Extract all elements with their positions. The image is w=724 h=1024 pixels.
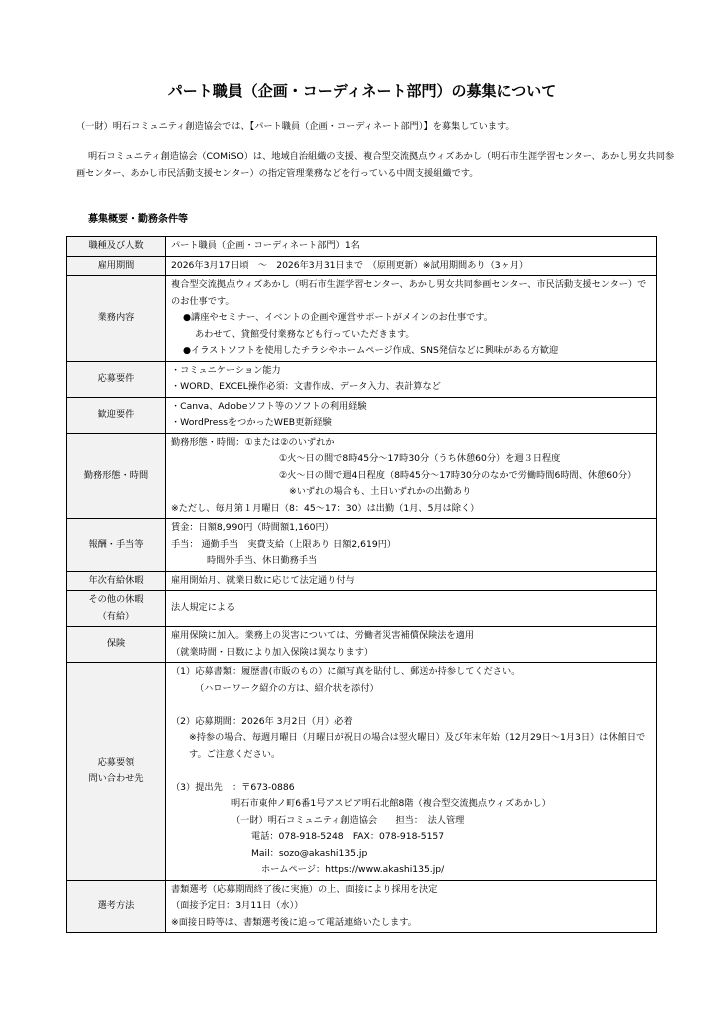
row-label xyxy=(67,591,166,627)
row-line: ・コミュニケーション能力 xyxy=(171,364,281,376)
table-row-pay xyxy=(67,519,657,572)
table-row-position xyxy=(67,237,657,257)
row-value xyxy=(166,519,657,572)
table-row-application xyxy=(67,663,657,881)
row-value xyxy=(166,397,657,433)
row-label: 勤務形態・時間 xyxy=(67,433,166,519)
row-label-line: 問い合わせ先 xyxy=(88,773,144,785)
row-label: 応募要件 xyxy=(67,361,166,397)
row-line: パート職員（企画・コーディネート部門）1名 xyxy=(171,240,360,251)
row-line: Mail：sozo@akashi135.jp xyxy=(251,847,368,859)
row-line: ※ただし、毎月第１月曜日（8：45～17：30）は出勤（1月、5月は除く） xyxy=(171,502,480,514)
table-row-insurance xyxy=(67,627,657,663)
table-row-selection xyxy=(67,880,657,933)
row-line: ※持参の場合、毎週月曜日（月曜日が祝日の場合は翌火曜日）及び年末年始（12月29日～1月3日）は休館日です。ご注意ください。 xyxy=(189,732,646,760)
row-line: ●講座やセミナー、イベントの企画や運営サポートがメインのお仕事です。 xyxy=(183,312,493,323)
row-line: 複合型交流拠点ウィズあかし（明石市生涯学習センター、あかし男女共同参画センター、市民活動支援センター）でのお仕事です。 xyxy=(171,279,647,307)
row-line: 書類選考（応募期間終了後に実施）の上、面接により採用を決定 xyxy=(171,883,438,895)
row-value xyxy=(166,276,657,362)
row-line: 勤務形態・時間：①または②のいずれか xyxy=(171,436,335,448)
allowance-prefix: 手当： xyxy=(171,538,199,550)
row-line: （ハローワーク紹介の方は、紹介状を添付） xyxy=(195,682,379,694)
row-value xyxy=(166,591,657,627)
row-value xyxy=(166,237,657,257)
row-value xyxy=(166,627,657,663)
row-value xyxy=(166,880,657,933)
row-line: 電話：078-918-5248 FAX：078-918-5157 xyxy=(251,831,445,842)
row-label: 保険 xyxy=(67,627,166,663)
row-line: ②火～日の間で週4日程度（8時45分～17時30分のなかで労働時間6時間、休憩60分） xyxy=(279,469,637,481)
table-row-requirements xyxy=(67,361,657,397)
row-label-line: その他の休暇 xyxy=(88,594,144,605)
row-line: ・WORD、EXCEL操作必須：文書作成、データ入力、表計算など xyxy=(171,381,441,392)
row-label: 年次有給休暇 xyxy=(67,571,166,591)
spacer xyxy=(171,763,651,780)
page-title: パート職員（企画・コーディネート部門）の募集について xyxy=(167,82,557,100)
row-label: 報酬・手当等 xyxy=(67,519,166,572)
spacer xyxy=(171,697,651,714)
row-line: （一財）明石コミュニティ創造協会 担当： 法人管理 xyxy=(231,814,465,826)
row-line: ※いずれの場合も、土日いずれかの出勤あり xyxy=(289,486,472,497)
row-line: 雇用保険に加入。業務上の災害については、労働者災害補償保険法を適用 xyxy=(171,630,475,641)
intro-paragraph-1: （一財）明石コミュニティ創造協会では、【パート職員（企画・コーディネート部門）】を募集しています。 xyxy=(76,121,515,132)
row-label: 職種及び人数 xyxy=(67,237,166,257)
conditions-table xyxy=(66,236,657,933)
row-line: 賃金：日額8,990円（時間額1,160円） xyxy=(171,522,334,533)
row-line: （3）提出先 ：〒673-0886 xyxy=(171,781,295,793)
row-line: ●イラストソフトを使用したチラシやホームページ作成、SNS発信などに興味がある方歓迎 xyxy=(183,345,559,356)
row-line xyxy=(171,537,651,554)
row-value xyxy=(166,571,657,591)
row-line: ホームページ：https://www.akashi135.jp/ xyxy=(261,864,445,875)
intro-paragraph-2: 明石コミュニティ創造協会（COMiSO）は、地域自治組織の支援、複合型交流拠点ウィズあかし（明石市生涯学習センター、あかし男女共同参画センター、あかし市民活動支援センター）の指定管理業務などを行っている中間支援組織です。 xyxy=(76,151,675,179)
row-value xyxy=(166,361,657,397)
row-line: 雇用開始月、就業日数に応じて法定通り付与 xyxy=(171,574,355,586)
row-line: （1）応募書類：履歴書(市販のもの）に顔写真を貼付し、郵送か持参してください。 xyxy=(171,666,521,677)
row-label xyxy=(67,663,166,881)
row-label-line: （有給） xyxy=(97,610,135,622)
row-label-line: 応募要領 xyxy=(97,756,135,768)
section-title: 募集概要・勤務条件等 xyxy=(88,214,188,225)
row-label: 業務内容 xyxy=(67,276,166,362)
row-label: 歓迎要件 xyxy=(67,397,166,433)
row-line: あわせて、貸館受付業務なども行っていただきます。 xyxy=(195,328,415,340)
row-value xyxy=(166,433,657,519)
table-row-period xyxy=(67,256,657,276)
row-line: ※面接日時等は、書類選考後に追って電話連絡いたします。 xyxy=(171,916,417,928)
row-value xyxy=(166,256,657,276)
table-row-other-leave xyxy=(67,591,657,627)
row-line: （面接予定日：3月11日（水）） xyxy=(171,900,304,911)
table-row-hours xyxy=(67,433,657,519)
row-line: 2026年3月17日頃 ～ 2026年3月31日まで （原則更新）※試用期間あり（3ヶ月） xyxy=(171,259,529,271)
row-line: 明石市東仲ノ町6番1号アスピア明石北館8階（複合型交流拠点ウィズあかし） xyxy=(231,798,551,809)
row-label: 雇用期間 xyxy=(67,256,166,276)
row-value xyxy=(166,663,657,881)
row-line: （就業時間・日数により加入保険は異なります） xyxy=(171,646,374,658)
table-row-welcome xyxy=(67,397,657,433)
row-label: 選考方法 xyxy=(67,880,166,933)
commute-allowance: 通勤手当 実費支給（上限あり 日額2,619円） xyxy=(201,538,397,550)
row-line: 法人規定による xyxy=(171,602,236,614)
row-line: ・Canva、Adobeソフト等のソフトの利用経験 xyxy=(171,400,367,412)
row-line: （2）応募期間：2026年 3月2日（月）必着 xyxy=(171,715,353,727)
table-row-paid-leave xyxy=(67,571,657,591)
row-line: 時間外手当、休日勤務手当 xyxy=(207,555,318,566)
row-line: ①火～日の間で8時45分～17時30分（うち休憩60分）を週３日程度 xyxy=(279,453,561,464)
table-row-duties xyxy=(67,276,657,362)
row-line: ・WordPressをつかったWEB更新経験 xyxy=(171,417,332,428)
